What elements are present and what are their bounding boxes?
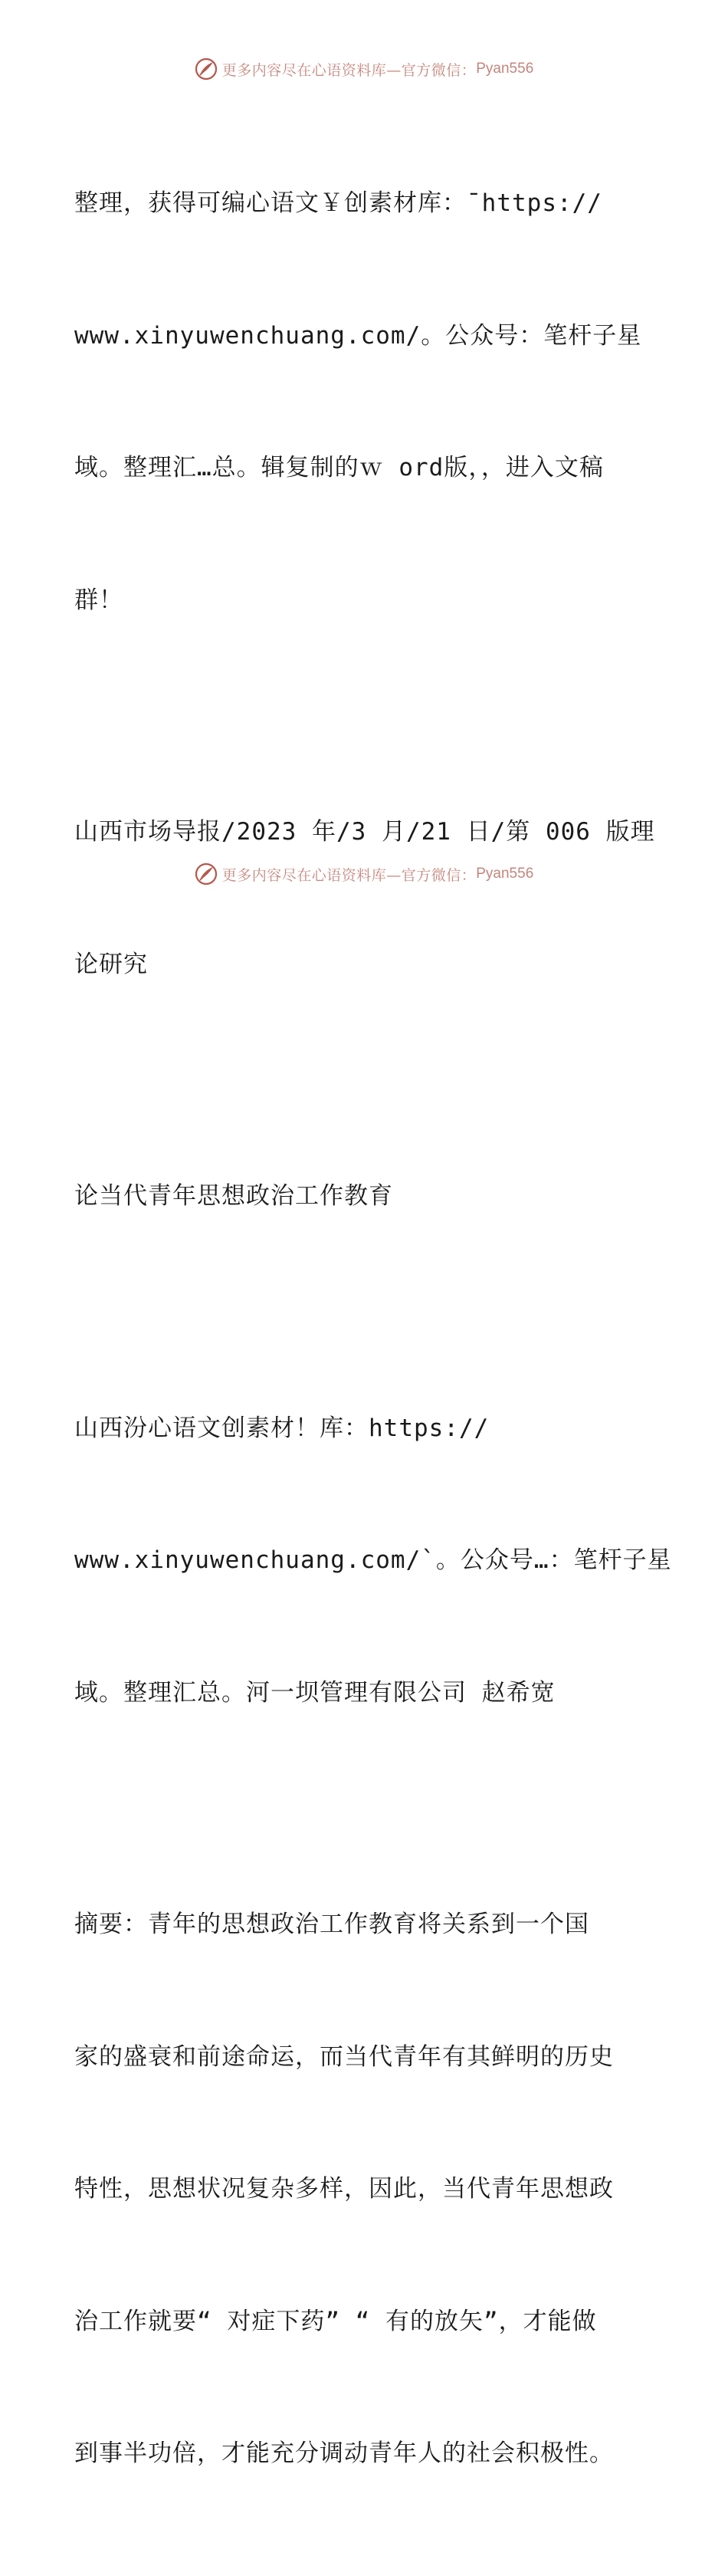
footer-watermark	[0, 861, 728, 887]
text-line: 治工作就要“ 对症下药” “ 有的放矢”，才能做	[74, 2307, 597, 2335]
document-body	[74, 94, 672, 2576]
article-title: 论当代青年思想政治工作教育	[74, 1182, 393, 1210]
text-line: 摘要：青年的思想政治工作教育将关系到一个国	[74, 1911, 589, 1938]
text-line: 论研究	[74, 950, 148, 978]
watermark-text: 更多内容尽在心语资料库—官方微信：	[221, 866, 477, 884]
text-line: 群！	[74, 586, 123, 614]
quill-logo-icon	[195, 58, 218, 80]
paragraph-abstract	[74, 1815, 654, 2564]
text-line: www.xinyuwenchuang.com/`。公众号…：笔杆子星	[74, 1546, 672, 1574]
text-line: 特性，思想状况复杂多样，因此，当代青年思想政	[74, 2175, 614, 2203]
text-line: 山西汾心语文创素材！库：https://	[74, 1414, 490, 1442]
text-line: 域。整理汇总。河一坝管理有限公司 赵希宽	[74, 1678, 556, 1707]
paragraph-title	[74, 1086, 654, 1307]
text-line: 域。整理汇…总。辑复制的ｗ ord版，，进入文稿	[74, 454, 604, 481]
watermark-contact: Pyan556	[476, 61, 534, 77]
text-line: www.xinyuwenchuang.com/。公众号：笔杆子星	[74, 321, 642, 350]
text-line: 山西市场导报/2023 年/3 月/21 日/第 006 版理	[74, 818, 655, 846]
text-line: 家的盛衰和前途命运，而当代青年有其鲜明的历史	[74, 2042, 614, 2071]
text-line: 整理，获得可编心语文￥创素材库：¯https://	[74, 189, 602, 217]
header-watermark	[0, 56, 728, 82]
quill-logo-icon	[195, 863, 218, 886]
watermark-text: 更多内容尽在心语资料库—官方微信：	[221, 61, 477, 79]
paragraph-intro	[74, 94, 654, 711]
watermark-contact: Pyan556	[476, 866, 534, 882]
paragraph-source	[74, 722, 654, 1075]
paragraph-author	[74, 1319, 672, 1804]
text-line: 到事半功倍，才能充分调动青年人的社会积极性。	[74, 2440, 614, 2467]
